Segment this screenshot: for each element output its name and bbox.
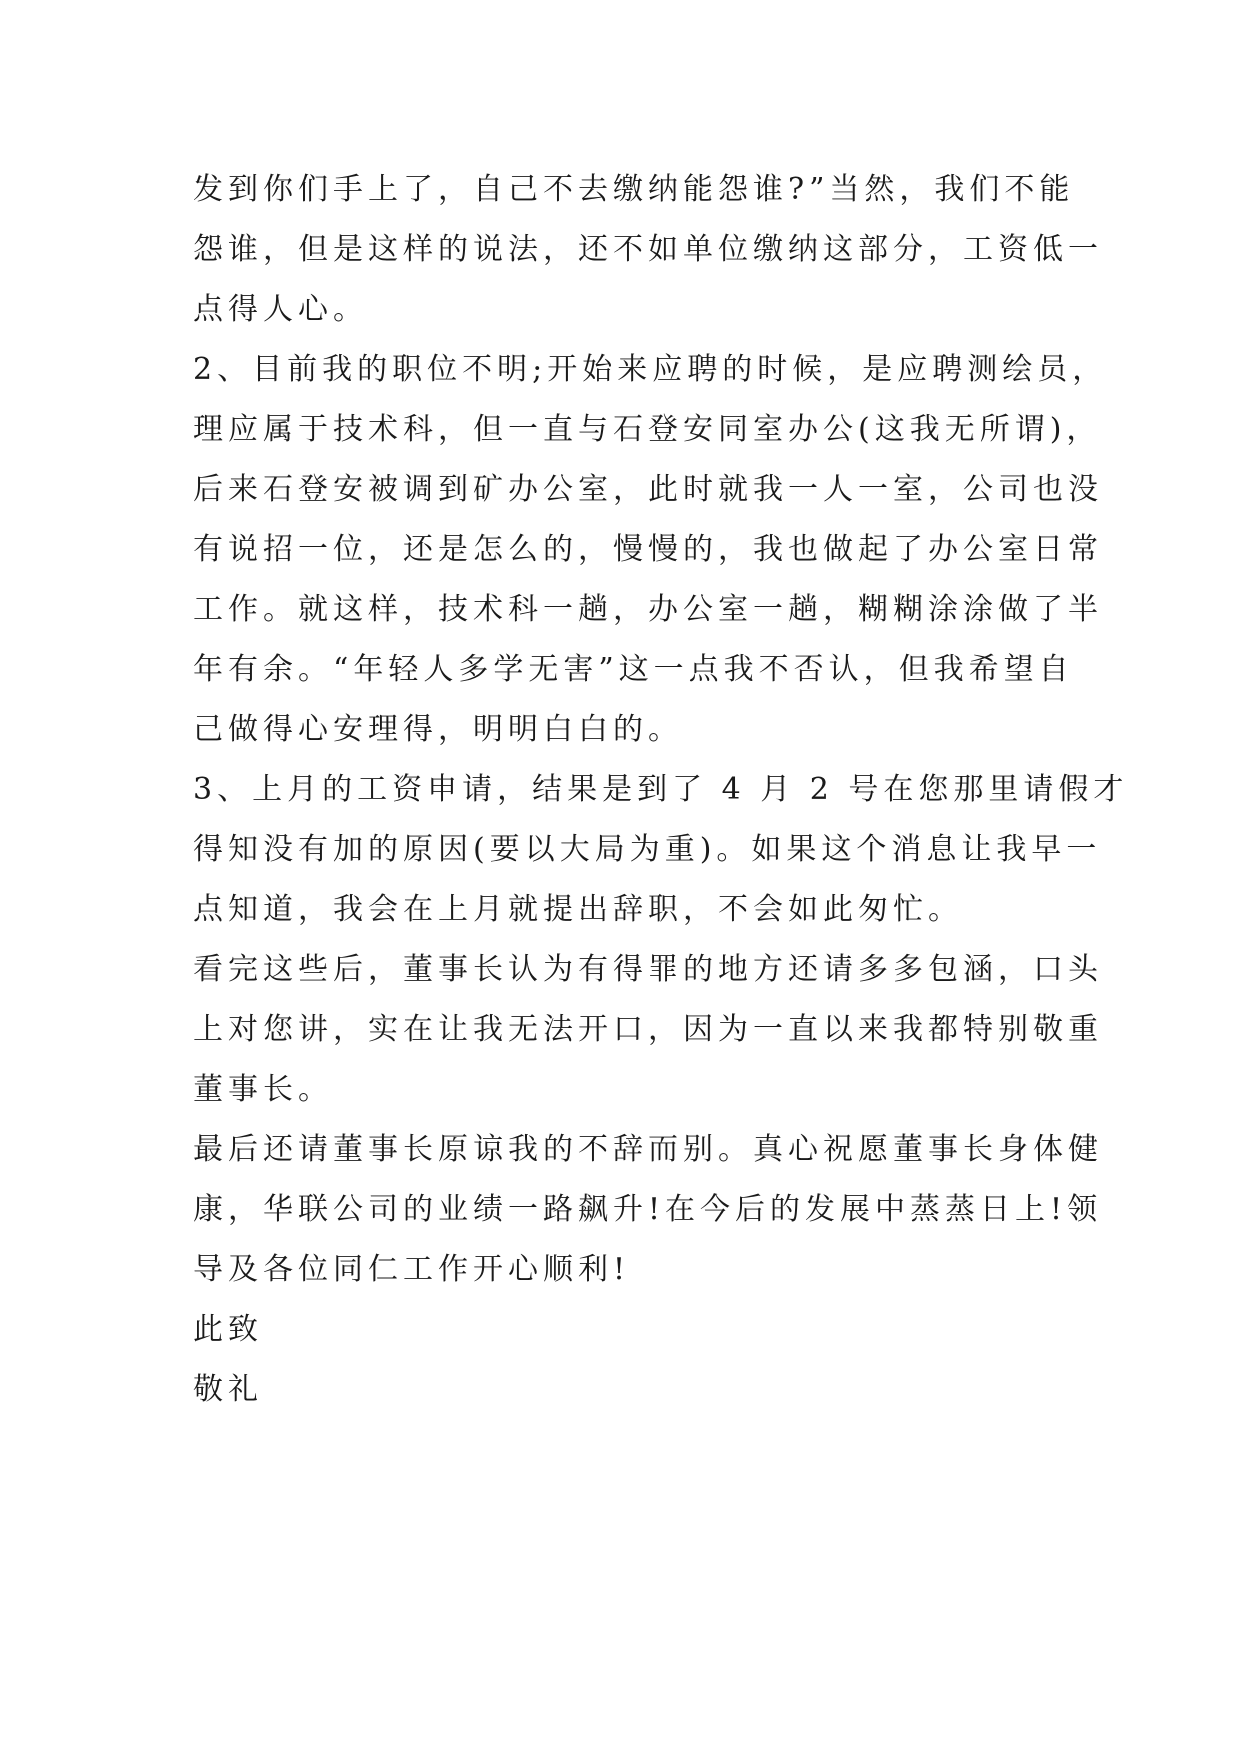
text-line: 年有余。“年轻人多学无害”这一点我不否认，但我希望自 <box>193 652 1074 687</box>
text-line: 点得人心。 <box>193 292 368 327</box>
salutation-line: 敬礼 <box>193 1372 263 1407</box>
text-line: 己做得心安理得，明明白白的。 <box>193 712 683 747</box>
text-line: 点知道，我会在上月就提出辞职，不会如此匆忙。 <box>193 892 963 927</box>
text-line: 得知没有加的原因(要以大局为重)。如果这个消息让我早一 <box>193 832 1102 867</box>
text-line: 董事长。 <box>193 1072 333 1107</box>
text-line: 导及各位同仁工作开心顺利! <box>193 1252 631 1287</box>
text-line: 后来石登安被调到矿办公室，此时就我一人一室，公司也没 <box>193 472 1103 507</box>
text-line: 上对您讲，实在让我无法开口，因为一直以来我都特别敬重 <box>193 1012 1103 1047</box>
closing-line: 此致 <box>193 1312 263 1347</box>
text-line: 康，华联公司的业绩一路飙升!在今后的发展中蒸蒸日上!领 <box>193 1192 1103 1227</box>
letter-body <box>193 160 1129 1420</box>
text-line: 3、上月的工资申请，结果是到了 4 月 2 号在您那里请假才 <box>193 772 1129 807</box>
text-line: 发到你们手上了，自己不去缴纳能怨谁?”当然，我们不能 <box>193 172 1075 207</box>
text-line: 有说招一位，还是怎么的，慢慢的，我也做起了办公室日常 <box>193 532 1103 567</box>
text-line: 2、目前我的职位不明;开始来应聘的时候，是应聘测绘员， <box>193 352 1108 387</box>
text-line: 理应属于技术科，但一直与石登安同室办公(这我无所谓)， <box>193 412 1102 447</box>
text-line: 工作。就这样，技术科一趟，办公室一趟，糊糊涂涂做了半 <box>193 592 1103 627</box>
text-line: 怨谁，但是这样的说法，还不如单位缴纳这部分，工资低一 <box>193 232 1103 267</box>
text-line: 最后还请董事长原谅我的不辞而别。真心祝愿董事长身体健 <box>193 1132 1103 1167</box>
text-line: 看完这些后，董事长认为有得罪的地方还请多多包涵，口头 <box>193 952 1103 987</box>
